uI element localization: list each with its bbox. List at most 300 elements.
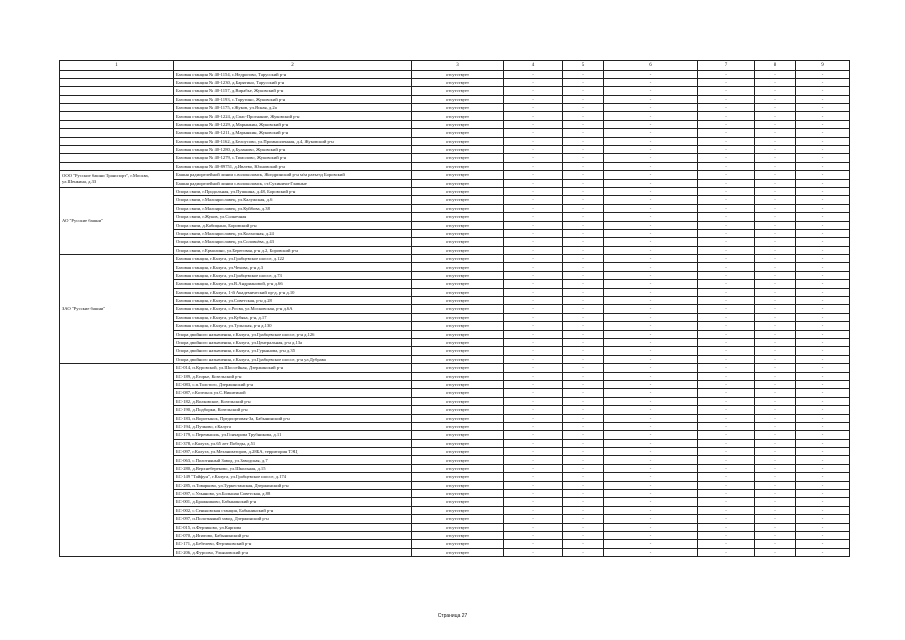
dash-cell: - bbox=[698, 120, 755, 128]
dash-cell: - bbox=[504, 439, 563, 447]
dash-cell: - bbox=[796, 498, 850, 506]
table-row bbox=[60, 246, 850, 254]
dash-cell: - bbox=[604, 213, 698, 221]
dash-cell: - bbox=[563, 238, 604, 246]
table-row bbox=[60, 280, 850, 288]
status-cell: отсутствует bbox=[412, 339, 504, 347]
dash-cell: - bbox=[504, 548, 563, 556]
dash-cell: - bbox=[563, 431, 604, 439]
facility-name-cell: Базовая станция № 40-1230, д.Барятино, Тарусский р-н bbox=[174, 78, 412, 86]
dash-cell: - bbox=[604, 146, 698, 154]
table-row bbox=[60, 414, 850, 422]
dash-cell: - bbox=[755, 498, 796, 506]
facility-name-cell: Опора связи, г.Малоярославец, ул.Соловьёва, д.43 bbox=[174, 238, 412, 246]
table-row bbox=[60, 397, 850, 405]
dash-cell: - bbox=[604, 339, 698, 347]
dash-cell: - bbox=[796, 322, 850, 330]
dash-cell: - bbox=[698, 146, 755, 154]
owner-cell bbox=[60, 112, 174, 120]
table-row bbox=[60, 78, 850, 86]
dash-cell: - bbox=[563, 146, 604, 154]
dash-cell: - bbox=[698, 95, 755, 103]
facility-name-cell: Базовая станция, г.Калуга, ул.Тульская, р-н д.130 bbox=[174, 322, 412, 330]
dash-cell: - bbox=[604, 238, 698, 246]
dash-cell: - bbox=[604, 288, 698, 296]
dash-cell: - bbox=[563, 548, 604, 556]
dash-cell: - bbox=[604, 322, 698, 330]
status-cell: отсутствует bbox=[412, 439, 504, 447]
dash-cell: - bbox=[563, 305, 604, 313]
dash-cell: - bbox=[698, 87, 755, 95]
dash-cell: - bbox=[698, 540, 755, 548]
dash-cell: - bbox=[755, 154, 796, 162]
status-cell: отсутствует bbox=[412, 473, 504, 481]
dash-cell: - bbox=[563, 372, 604, 380]
facility-name-cell: Базовая станция, г.Калуга, ул.Грабцевское шоссе, д.73 bbox=[174, 271, 412, 279]
dash-cell: - bbox=[563, 171, 604, 179]
dash-cell: - bbox=[755, 548, 796, 556]
table-row bbox=[60, 548, 850, 556]
dash-cell: - bbox=[504, 490, 563, 498]
dash-cell: - bbox=[698, 380, 755, 388]
dash-cell: - bbox=[504, 280, 563, 288]
dash-cell: - bbox=[604, 179, 698, 187]
column-number: 5 bbox=[563, 61, 604, 71]
dash-cell: - bbox=[796, 481, 850, 489]
dash-cell: - bbox=[698, 473, 755, 481]
dash-cell: - bbox=[504, 104, 563, 112]
dash-cell: - bbox=[604, 280, 698, 288]
dash-cell: - bbox=[563, 439, 604, 447]
facility-name-cell: БС-190, д.Подборки, Козельский р-н bbox=[174, 406, 412, 414]
table-row bbox=[60, 95, 850, 103]
table-row bbox=[60, 389, 850, 397]
dash-cell: - bbox=[796, 531, 850, 539]
dash-cell: - bbox=[504, 154, 563, 162]
dash-cell: - bbox=[563, 464, 604, 472]
dash-cell: - bbox=[563, 263, 604, 271]
dash-cell: - bbox=[604, 330, 698, 338]
facility-name-cell: Базовая станция, г.Калуга, ул.Чехова, р-н д.3 bbox=[174, 263, 412, 271]
dash-cell: - bbox=[698, 78, 755, 86]
owner-cell bbox=[60, 146, 174, 154]
dash-cell: - bbox=[755, 179, 796, 187]
facility-name-cell: БС-097, п.Полотняный завод, Дзержинский р-н bbox=[174, 515, 412, 523]
dash-cell: - bbox=[796, 406, 850, 414]
owner-cell bbox=[60, 137, 174, 145]
dash-cell: - bbox=[755, 78, 796, 86]
dash-cell: - bbox=[604, 464, 698, 472]
facility-name-cell: БС-183, п.Воротынск, Предпортовая-3а, Бабынинский р-н bbox=[174, 414, 412, 422]
dash-cell: - bbox=[755, 372, 796, 380]
dash-cell: - bbox=[604, 112, 698, 120]
facility-name-cell: Базовая станция № 40-1224, д.Спас-Прогнание, Жуковский р-н bbox=[174, 112, 412, 120]
table-row bbox=[60, 171, 850, 179]
column-number: 8 bbox=[755, 61, 796, 71]
table-row bbox=[60, 313, 850, 321]
facility-name-cell: БС-182, д.Волковское, Козельский р-н bbox=[174, 397, 412, 405]
dash-cell: - bbox=[563, 271, 604, 279]
dash-cell: - bbox=[698, 104, 755, 112]
dash-cell: - bbox=[563, 255, 604, 263]
dash-cell: - bbox=[604, 389, 698, 397]
dash-cell: - bbox=[796, 179, 850, 187]
status-cell: отсутствует bbox=[412, 305, 504, 313]
dash-cell: - bbox=[604, 439, 698, 447]
dash-cell: - bbox=[755, 305, 796, 313]
dash-cell: - bbox=[504, 288, 563, 296]
dash-cell: - bbox=[504, 347, 563, 355]
dash-cell: - bbox=[604, 422, 698, 430]
dash-cell: - bbox=[796, 515, 850, 523]
table-row bbox=[60, 372, 850, 380]
table-row bbox=[60, 464, 850, 472]
dash-cell: - bbox=[755, 129, 796, 137]
dash-cell: - bbox=[563, 313, 604, 321]
dash-cell: - bbox=[755, 456, 796, 464]
dash-cell: - bbox=[698, 414, 755, 422]
dash-cell: - bbox=[504, 204, 563, 212]
column-number: 3 bbox=[412, 61, 504, 71]
dash-cell: - bbox=[755, 330, 796, 338]
column-number-row bbox=[60, 61, 850, 71]
dash-cell: - bbox=[698, 448, 755, 456]
dash-cell: - bbox=[698, 523, 755, 531]
status-cell: отсутствует bbox=[412, 162, 504, 170]
dash-cell: - bbox=[604, 120, 698, 128]
dash-cell: - bbox=[504, 448, 563, 456]
status-cell: отсутствует bbox=[412, 322, 504, 330]
dash-cell: - bbox=[755, 171, 796, 179]
dash-cell: - bbox=[504, 540, 563, 548]
dash-cell: - bbox=[698, 490, 755, 498]
facility-name-cell: БС-015, п.Ферзиково, ул.Карпова bbox=[174, 523, 412, 531]
dash-cell: - bbox=[604, 95, 698, 103]
status-cell: отсутствует bbox=[412, 364, 504, 372]
dash-cell: - bbox=[796, 297, 850, 305]
dash-cell: - bbox=[796, 540, 850, 548]
dash-cell: - bbox=[796, 280, 850, 288]
table-row bbox=[60, 263, 850, 271]
dash-cell: - bbox=[698, 397, 755, 405]
dash-cell: - bbox=[796, 431, 850, 439]
dash-cell: - bbox=[604, 78, 698, 86]
dash-cell: - bbox=[755, 246, 796, 254]
dash-cell: - bbox=[796, 339, 850, 347]
dash-cell: - bbox=[796, 473, 850, 481]
dash-cell: - bbox=[698, 213, 755, 221]
dash-cell: - bbox=[604, 154, 698, 162]
dash-cell: - bbox=[604, 221, 698, 229]
table-row bbox=[60, 506, 850, 514]
dash-cell: - bbox=[796, 204, 850, 212]
dash-cell: - bbox=[504, 129, 563, 137]
status-cell: отсутствует bbox=[412, 112, 504, 120]
table-row bbox=[60, 162, 850, 170]
dash-cell: - bbox=[698, 515, 755, 523]
table-row bbox=[60, 515, 850, 523]
dash-cell: - bbox=[796, 330, 850, 338]
dash-cell: - bbox=[563, 498, 604, 506]
dash-cell: - bbox=[796, 95, 850, 103]
table-row bbox=[60, 531, 850, 539]
status-cell: отсутствует bbox=[412, 397, 504, 405]
facility-name-cell: Опора связи, г.Ермолино, ул.Береговая, р-н д.2, Боровский р-н bbox=[174, 246, 412, 254]
dash-cell: - bbox=[796, 112, 850, 120]
dash-cell: - bbox=[563, 347, 604, 355]
status-cell: отсутствует bbox=[412, 288, 504, 296]
dash-cell: - bbox=[504, 380, 563, 388]
dash-cell: - bbox=[563, 380, 604, 388]
facility-name-cell: БС-002, с.Сеньковская станция, Бабынинский р-н bbox=[174, 506, 412, 514]
dash-cell: - bbox=[796, 238, 850, 246]
facility-name-cell: Башня радиорелейной линии с.волоколамск, Жиздринский р-н м/м разъезд Боровский bbox=[174, 171, 412, 179]
owner-cell: ООО "Русские башни Транспорт", г.Москва, ул.Шенкина, д.33 bbox=[60, 171, 174, 188]
dash-cell: - bbox=[504, 330, 563, 338]
table-row bbox=[60, 137, 850, 145]
dash-cell: - bbox=[504, 406, 563, 414]
dash-cell: - bbox=[698, 204, 755, 212]
table-row bbox=[60, 70, 850, 78]
status-cell: отсутствует bbox=[412, 154, 504, 162]
dash-cell: - bbox=[698, 280, 755, 288]
facility-name-cell: Базовая станция № 40-1175, г.Жуков, ул.Ясная, д.2а bbox=[174, 104, 412, 112]
dash-cell: - bbox=[504, 78, 563, 86]
dash-cell: - bbox=[504, 531, 563, 539]
dash-cell: - bbox=[504, 221, 563, 229]
dash-cell: - bbox=[698, 481, 755, 489]
dash-cell: - bbox=[796, 490, 850, 498]
dash-cell: - bbox=[755, 221, 796, 229]
dash-cell: - bbox=[796, 439, 850, 447]
facility-name-cell: Базовая станция № 40-89751, д.Ивлево, Юхновский р-н bbox=[174, 162, 412, 170]
table-row bbox=[60, 322, 850, 330]
dash-cell: - bbox=[504, 498, 563, 506]
dash-cell: - bbox=[755, 187, 796, 195]
facility-name-cell: Базовая станция № 40-1193, с.Тарутино, Жуковский р-н bbox=[174, 95, 412, 103]
facility-name-cell: Опора связи, г.Малоярославец, ул.Колхозная, д.24 bbox=[174, 229, 412, 237]
dash-cell: - bbox=[504, 339, 563, 347]
dash-cell: - bbox=[698, 406, 755, 414]
dash-cell: - bbox=[796, 187, 850, 195]
dash-cell: - bbox=[796, 87, 850, 95]
dash-cell: - bbox=[755, 87, 796, 95]
dash-cell: - bbox=[504, 297, 563, 305]
dash-cell: - bbox=[604, 431, 698, 439]
dash-cell: - bbox=[563, 456, 604, 464]
dash-cell: - bbox=[755, 531, 796, 539]
facility-name-cell: Базовая станция, г.Калуга, ул.Грабцевское шоссе, д.122 bbox=[174, 255, 412, 263]
dash-cell: - bbox=[698, 112, 755, 120]
dash-cell: - bbox=[563, 414, 604, 422]
dash-cell: - bbox=[796, 313, 850, 321]
status-cell: отсутствует bbox=[412, 104, 504, 112]
dash-cell: - bbox=[755, 146, 796, 154]
dash-cell: - bbox=[796, 171, 850, 179]
dash-cell: - bbox=[504, 422, 563, 430]
status-cell: отсутствует bbox=[412, 255, 504, 263]
dash-cell: - bbox=[504, 187, 563, 195]
dash-cell: - bbox=[563, 78, 604, 86]
dash-cell: - bbox=[698, 154, 755, 162]
owner-cell bbox=[60, 87, 174, 95]
dash-cell: - bbox=[796, 523, 850, 531]
status-cell: отсутствует bbox=[412, 187, 504, 195]
dash-cell: - bbox=[755, 204, 796, 212]
dash-cell: - bbox=[698, 506, 755, 514]
facility-name-cell: Опора двойного назначения, г.Калуга, ул.Грабцевское шоссе, р-н д.126 bbox=[174, 330, 412, 338]
status-cell: отсутствует bbox=[412, 515, 504, 523]
dash-cell: - bbox=[563, 448, 604, 456]
dash-cell: - bbox=[504, 414, 563, 422]
dash-cell: - bbox=[796, 104, 850, 112]
dash-cell: - bbox=[755, 397, 796, 405]
dash-cell: - bbox=[604, 313, 698, 321]
facility-name-cell: БС-001, д.Бражниково, Бабынинский р-н bbox=[174, 498, 412, 506]
dash-cell: - bbox=[796, 389, 850, 397]
table-row bbox=[60, 120, 850, 128]
status-cell: отсутствует bbox=[412, 406, 504, 414]
dash-cell: - bbox=[755, 238, 796, 246]
status-cell: отсутствует bbox=[412, 448, 504, 456]
dash-cell: - bbox=[504, 229, 563, 237]
status-cell: отсутствует bbox=[412, 70, 504, 78]
dash-cell: - bbox=[755, 196, 796, 204]
dash-cell: - bbox=[563, 196, 604, 204]
status-cell: отсутствует bbox=[412, 330, 504, 338]
dash-cell: - bbox=[563, 179, 604, 187]
dash-cell: - bbox=[755, 431, 796, 439]
facility-name-cell: БС-087, г.Козельск ул.С.Никитиной bbox=[174, 389, 412, 397]
dash-cell: - bbox=[755, 515, 796, 523]
status-cell: отсутствует bbox=[412, 297, 504, 305]
dash-cell: - bbox=[504, 238, 563, 246]
facility-name-cell: Базовая станция № 40-1211, д.Марынкин, Жуковский р-н bbox=[174, 129, 412, 137]
table-row bbox=[60, 481, 850, 489]
dash-cell: - bbox=[796, 288, 850, 296]
dash-cell: - bbox=[563, 112, 604, 120]
dash-cell: - bbox=[698, 70, 755, 78]
dash-cell: - bbox=[698, 372, 755, 380]
dash-cell: - bbox=[755, 481, 796, 489]
dash-cell: - bbox=[755, 339, 796, 347]
facility-name-cell: Базовая станция № 40-1157, д.Вирабье, Жуковский р-н bbox=[174, 87, 412, 95]
dash-cell: - bbox=[604, 481, 698, 489]
dash-cell: - bbox=[504, 364, 563, 372]
dash-cell: - bbox=[504, 305, 563, 313]
dash-cell: - bbox=[796, 229, 850, 237]
dash-cell: - bbox=[796, 448, 850, 456]
owner-cell bbox=[60, 120, 174, 128]
dash-cell: - bbox=[504, 255, 563, 263]
dash-cell: - bbox=[604, 498, 698, 506]
dash-cell: - bbox=[504, 213, 563, 221]
dash-cell: - bbox=[563, 229, 604, 237]
facility-name-cell: Опора двойного назначения, г.Калуга, ул.Гурьянова, р-н д.35 bbox=[174, 347, 412, 355]
dash-cell: - bbox=[796, 305, 850, 313]
dash-cell: - bbox=[698, 297, 755, 305]
status-cell: отсутствует bbox=[412, 456, 504, 464]
facility-name-cell: Базовая станция, г.Калуга, с.Росва, ул.Московская, р-н д.6А bbox=[174, 305, 412, 313]
facility-name-cell: БС-063, с.Полотняный Завод, ул.Заводская, д.7 bbox=[174, 456, 412, 464]
dash-cell: - bbox=[504, 87, 563, 95]
dash-cell: - bbox=[604, 255, 698, 263]
dash-cell: - bbox=[755, 523, 796, 531]
dash-cell: - bbox=[755, 414, 796, 422]
dash-cell: - bbox=[604, 448, 698, 456]
status-cell: отсутствует bbox=[412, 422, 504, 430]
status-cell: отсутствует bbox=[412, 313, 504, 321]
dash-cell: - bbox=[604, 540, 698, 548]
dash-cell: - bbox=[504, 313, 563, 321]
owner-cell: ЗАО "Русские башни" bbox=[60, 255, 174, 364]
dash-cell: - bbox=[796, 364, 850, 372]
table-row bbox=[60, 179, 850, 187]
dash-cell: - bbox=[698, 162, 755, 170]
table-row bbox=[60, 364, 850, 372]
dash-cell: - bbox=[796, 246, 850, 254]
document-sheet bbox=[59, 60, 849, 557]
facility-name-cell: БС-171, д.Бебелево, Ферзиковский р-н bbox=[174, 540, 412, 548]
dash-cell: - bbox=[796, 422, 850, 430]
owner-cell bbox=[60, 78, 174, 86]
dash-cell: - bbox=[563, 406, 604, 414]
dash-cell: - bbox=[504, 179, 563, 187]
status-cell: отсутствует bbox=[412, 280, 504, 288]
dash-cell: - bbox=[755, 355, 796, 363]
dash-cell: - bbox=[796, 506, 850, 514]
dash-cell: - bbox=[504, 397, 563, 405]
table-row bbox=[60, 498, 850, 506]
table-row bbox=[60, 490, 850, 498]
dash-cell: - bbox=[604, 490, 698, 498]
table-row bbox=[60, 112, 850, 120]
dash-cell: - bbox=[563, 389, 604, 397]
dash-cell: - bbox=[604, 531, 698, 539]
table-row bbox=[60, 339, 850, 347]
dash-cell: - bbox=[563, 95, 604, 103]
dash-cell: - bbox=[604, 271, 698, 279]
dash-cell: - bbox=[504, 162, 563, 170]
dash-cell: - bbox=[604, 380, 698, 388]
column-number: 7 bbox=[698, 61, 755, 71]
dash-cell: - bbox=[563, 540, 604, 548]
dash-cell: - bbox=[563, 204, 604, 212]
dash-cell: - bbox=[563, 246, 604, 254]
facility-name-cell: БС-083, с.п.Толстого, Дзержинский р-н bbox=[174, 380, 412, 388]
table-row bbox=[60, 213, 850, 221]
status-cell: отсутствует bbox=[412, 464, 504, 472]
dash-cell: - bbox=[604, 129, 698, 137]
table-row bbox=[60, 473, 850, 481]
dash-cell: - bbox=[604, 137, 698, 145]
dash-cell: - bbox=[796, 372, 850, 380]
status-cell: отсутствует bbox=[412, 221, 504, 229]
dash-cell: - bbox=[604, 246, 698, 254]
dash-cell: - bbox=[755, 137, 796, 145]
status-cell: отсутствует bbox=[412, 548, 504, 556]
status-cell: отсутствует bbox=[412, 372, 504, 380]
dash-cell: - bbox=[604, 297, 698, 305]
dash-cell: - bbox=[504, 120, 563, 128]
dash-cell: - bbox=[563, 154, 604, 162]
table-row bbox=[60, 380, 850, 388]
status-cell: отсутствует bbox=[412, 196, 504, 204]
column-number: 6 bbox=[604, 61, 698, 71]
dash-cell: - bbox=[563, 280, 604, 288]
dash-cell: - bbox=[755, 120, 796, 128]
status-cell: отсутствует bbox=[412, 129, 504, 137]
